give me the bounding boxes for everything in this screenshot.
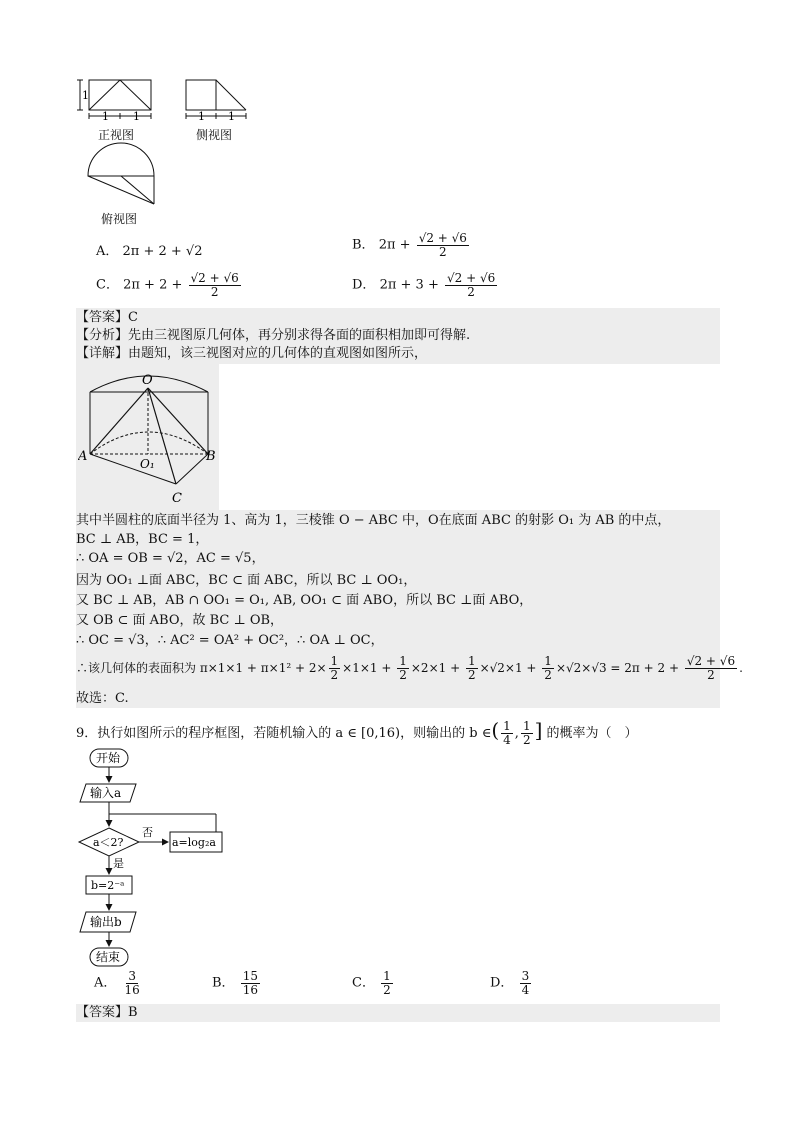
q9-stem-a: 9．执行如图所示的程序框图，若随机输入的 a ∈ [0,16)，则输出的 b ∈ [76,726,492,741]
q9-option-d-letter: D． [490,975,514,991]
q9-option-b-letter: B． [212,975,235,991]
q8-detail: 【详解】由题知，该三视图对应的几何体的直观图如图所示， [76,346,428,361]
q9-option-b[interactable] [212,970,262,996]
q8-option-d-letter: D． [352,277,376,293]
q9-option-d-fraction: $\frac{3}{4}$ [521,969,530,997]
q9-interval-upper: $\frac{1}{2}$ [522,719,531,747]
q8-option-b[interactable] [352,232,471,258]
q8-option-c-prefix: 2π + 2 + [123,277,183,293]
q8-area-prefix: ∴该几何体的表面积为 π×1×1 + π×1² + 2× [76,661,327,675]
q8-option-b-letter: B． [352,237,375,253]
q9-stem [76,716,638,748]
front-height-label: 1 [82,89,89,102]
q9-answer: 【答案】B [76,1005,138,1020]
q8-area-mid-4: ×√2×√3 = 2π + 2 + [555,661,683,675]
q8-line-6: 又 OB ⊂ 面 ABO，故 BC ⊥ OB， [76,613,284,628]
q8-area-mid-1: ×1×1 + [342,661,396,675]
q8-option-c[interactable] [96,272,243,298]
q8-line-1: 其中半圆柱的底面半径为 1、高为 1，三棱锥 O − ABC 中，O在底面 ABC 的射影 O₁ 为 AB 的中点， [76,513,671,528]
flow-end-text: 结束 [96,950,121,964]
q8-line-8: ∴该几何体的表面积为 π×1×1 + π×1² + 2× $\frac{1}{2}$ ×1×1 + $\frac{1}{2}$ ×2×1 + $\frac{1}{2}$ ×√2×1 + $\frac{1}{2}$ ×√2×√3 = 2π + 2 + $\frac{√2 + √6}{2}$ . [76,654,743,682]
q8-option-d-prefix: 2π + 3 + [379,277,439,293]
q8-half-1: $\frac{1}{2}$ [330,654,339,682]
front-width-label-2: 1 [133,110,140,123]
q9-interval-lower: $\frac{1}{4}$ [503,719,511,747]
q8-option-b-fraction: $\frac{√2 + √6}{2}$ [418,231,467,259]
q8-line-3: ∴ OA = OB = √2，AC = √5， [76,551,265,566]
q9-option-a-letter: A． [94,975,117,991]
q8-option-a-text: 2π + 2 + √2 [122,244,203,259]
side-width-label-1: 1 [198,110,205,123]
q9-interval-comma: , [514,726,519,741]
q8-option-b-prefix: 2π + [378,237,411,253]
q9-option-c-letter: C． [352,975,375,991]
side-view-label: 侧视图 [196,128,233,142]
q8-area-result-fraction: $\frac{√2 + √6}{2}$ [686,654,736,682]
q9-stem-b: 的概率为（ ） [542,726,638,741]
q8-option-c-fraction: $\frac{√2 + √6}{2}$ [190,271,239,299]
label-A: A [78,449,88,464]
q9-interval-close: ] [534,718,543,742]
side-view-figure [182,76,252,126]
solid-figure [78,366,218,508]
q8-line-2: BC ⊥ AB，BC = 1， [76,532,209,547]
flowchart [76,746,236,970]
q9-option-c[interactable] [352,970,395,996]
top-view-figure [84,142,160,212]
q9-option-a-fraction: $\frac{3}{16}$ [124,969,140,997]
label-O1: O₁ [140,457,155,471]
q8-option-a[interactable] [96,240,203,259]
side-width-label-2: 1 [228,110,235,123]
q8-option-a-letter: A． [96,244,119,259]
flow-calc-text: b=2⁻ᵃ [91,879,125,892]
q8-analysis: 【分析】先由三视图原几何体，再分别求得各面的面积相加即可得解. [76,328,471,343]
q9-option-a[interactable] [94,970,144,996]
flow-input-text: 输入a [90,786,122,800]
flow-assign-text: a=log₂a [172,836,216,849]
q8-option-d[interactable] [352,272,499,298]
q8-half-4: $\frac{1}{2}$ [544,654,552,682]
q8-half-2: $\frac{1}{2}$ [399,654,407,682]
label-C: C [172,491,182,506]
q9-option-b-fraction: $\frac{15}{16}$ [242,969,258,997]
q8-answer: 【答案】C [76,310,138,325]
label-O: O [142,373,153,388]
flow-yes-label: 是 [113,857,124,870]
q8-area-mid-3: ×√2×1 + [479,661,541,675]
flow-output-text: 输出b [90,915,122,929]
q8-line-7: ∴ OC = √3，∴ AC² = OA² + OC²，∴ OA ⊥ OC， [76,633,384,648]
flow-start-text: 开始 [96,751,121,765]
q8-half-3: $\frac{1}{2}$ [467,654,476,682]
q8-conclusion: 故选：C. [76,691,129,706]
q9-interval-open: ( [491,718,500,742]
flow-no-label: 否 [142,826,153,839]
q8-line-4: 因为 OO₁ ⊥面 ABC，BC ⊂ 面 ABC，所以 BC ⊥ OO₁， [76,573,417,588]
q9-option-c-fraction: $\frac{1}{2}$ [383,969,391,997]
q9-option-d[interactable] [490,970,533,996]
top-view-label: 俯视图 [101,212,138,226]
q8-area-mid-2: ×2×1 + [410,661,464,675]
q8-line-5: 又 BC ⊥ AB，AB ∩ OO₁ = O₁, AB, OO₁ ⊂ 面 ABO，所以 BC ⊥面 ABO， [76,593,533,608]
q8-option-c-letter: C． [96,277,119,293]
flow-decision-text: a＜2? [93,836,124,849]
q9-answer-shade [76,1004,720,1022]
q8-option-d-fraction: $\frac{√2 + √6}{2}$ [447,271,496,299]
front-width-label-1: 1 [102,110,109,123]
label-B: B [206,449,216,464]
front-view-label: 正视图 [98,128,135,142]
